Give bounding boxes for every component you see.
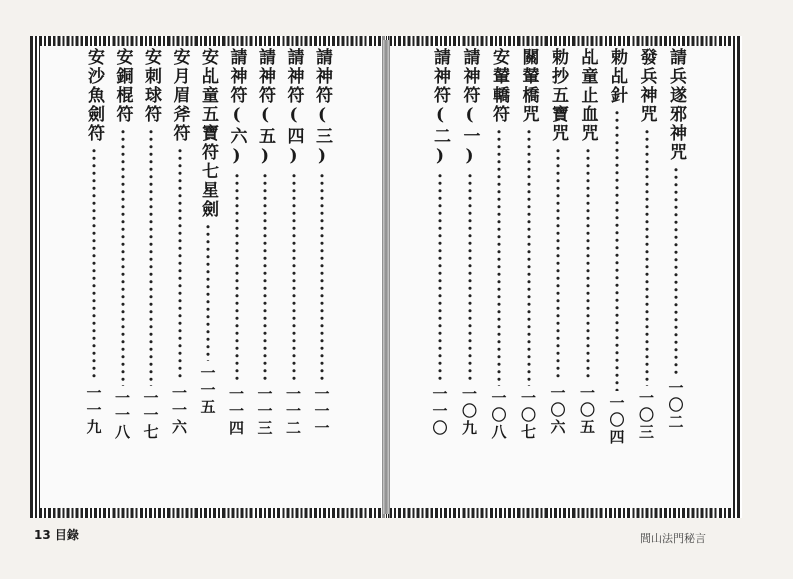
leader-dots [586, 147, 590, 381]
toc-entry [168, 48, 192, 436]
toc-entry [196, 48, 220, 416]
toc-entry-page: 一一三 [255, 386, 274, 437]
toc-entry [428, 48, 452, 437]
leader-dots [292, 172, 296, 382]
toc-entry-title: 安沙魚劍符 [84, 48, 104, 143]
toc-entry [517, 48, 541, 441]
leader-dots [556, 147, 560, 381]
toc-entry-title: 請神符(二) [430, 48, 450, 168]
leader-dots [468, 172, 472, 382]
leader-dots [149, 128, 153, 386]
toc-entry-page: 一一七 [141, 390, 160, 441]
toc-entry-title: 請兵遂邪神咒 [666, 48, 686, 162]
footer-left: 13 目錄 [34, 528, 79, 542]
toc-entry [111, 48, 135, 441]
toc-entry-title: 請神符(六) [226, 48, 247, 168]
toc-entry [635, 48, 659, 441]
toc-entry-page: 一一九 [84, 385, 103, 436]
toc-entry [458, 48, 482, 437]
toc-entry-title: 關輦橋咒 [518, 48, 539, 124]
footer-right: 閭山法門秘言 [640, 532, 706, 545]
toc-entry-title: 發兵神咒 [636, 48, 657, 124]
toc-entry [82, 48, 106, 436]
toc-entry [487, 48, 511, 441]
toc-entry-page: 一一八 [113, 390, 131, 441]
toc-entry-title: 乩童止血咒 [577, 48, 598, 143]
toc-entry [225, 48, 249, 437]
leader-dots [206, 223, 210, 361]
toc-entry-title: 勅抄五寶咒 [548, 48, 568, 143]
leader-dots [527, 128, 531, 386]
toc-entry-page: 一一二 [284, 386, 302, 437]
toc-entry [546, 48, 570, 436]
toc-entry-title: 請神符(一) [459, 48, 480, 168]
toc-entry-page: 一一五 [198, 365, 217, 416]
leader-dots [674, 166, 678, 376]
book-gutter [383, 40, 389, 514]
leader-dots [121, 128, 125, 386]
toc-entry [664, 48, 688, 431]
toc-entry-page: 一〇二 [666, 380, 685, 431]
leader-dots [92, 147, 96, 381]
toc-entry [253, 48, 277, 437]
toc-entry-page: 一一〇 [430, 386, 449, 437]
toc-entry-page: 一一六 [170, 385, 188, 436]
toc-entry [139, 48, 163, 441]
toc-entry-title: 請神符(三) [312, 48, 332, 168]
toc-entry-page: 一〇七 [519, 390, 537, 441]
toc-entry [605, 48, 629, 446]
toc-entry-title: 安刺球符 [141, 48, 161, 124]
leader-dots [320, 172, 324, 382]
toc-entry-title: 安輦轎符 [489, 48, 509, 124]
toc-entry-title: 安乩童五寶符七星劍 [198, 48, 218, 219]
leader-dots [235, 172, 239, 382]
leader-dots [438, 172, 442, 382]
leader-dots [178, 147, 182, 381]
leader-dots [497, 128, 501, 386]
toc-entry [282, 48, 306, 437]
toc-entry-page: 一〇九 [460, 386, 478, 437]
toc-entry-page: 一一四 [227, 386, 245, 437]
toc-entry-page: 一〇五 [578, 385, 596, 436]
toc-entry-page: 一〇三 [637, 390, 655, 441]
toc-entry-page: 一〇八 [489, 390, 508, 441]
toc-entry-title: 安月眉斧符 [169, 48, 190, 143]
leader-dots [645, 128, 649, 386]
toc-entry-page: 一一一 [312, 386, 331, 437]
toc-entry [576, 48, 600, 436]
toc-entry-page: 一〇四 [607, 395, 626, 446]
toc-entry [310, 48, 334, 437]
leader-dots [263, 172, 267, 382]
toc-entry-title: 勅乩針 [607, 48, 627, 105]
toc-entry-title: 請神符(五) [255, 48, 275, 168]
toc-entry-title: 請神符(四) [283, 48, 304, 168]
leader-dots [615, 109, 619, 391]
toc-entry-title: 安銅棍符 [112, 48, 133, 124]
toc-entry-page: 一〇六 [548, 385, 567, 436]
